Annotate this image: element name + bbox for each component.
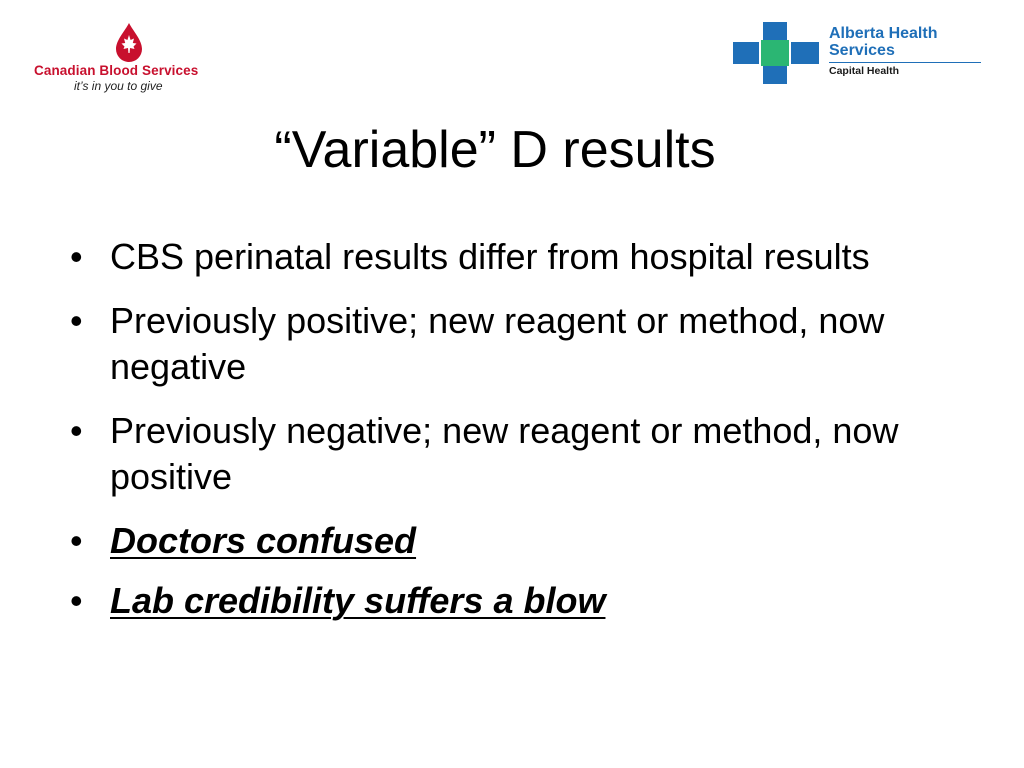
bullet-marker: •	[70, 580, 83, 621]
bullet-marker: •	[70, 410, 83, 451]
cbs-logo-tagline: it’s in you to give	[74, 79, 163, 93]
canadian-blood-services-logo	[30, 22, 240, 94]
blue-green-cross-icon	[733, 22, 819, 84]
ahs-logo-line-1: Alberta Health	[829, 25, 938, 42]
bullet-text: Previously negative; new reagent or method, now positive	[110, 410, 899, 497]
alberta-health-services-logo	[733, 22, 983, 84]
bullet-text-emphasized: Doctors confused	[110, 520, 417, 561]
slide-title: “Variable” D results	[274, 121, 716, 179]
bullet-marker: •	[70, 236, 83, 277]
ahs-logo-subtitle: Capital Health	[829, 65, 900, 77]
bullet-text: CBS perinatal results differ from hospital results	[110, 236, 870, 277]
ahs-logo-divider	[829, 62, 981, 63]
cbs-logo-name: Canadian Blood Services	[34, 63, 199, 78]
bullet-item	[70, 578, 950, 624]
bullet-item	[70, 518, 950, 564]
bullet-marker: •	[70, 520, 83, 561]
bullet-item	[70, 408, 950, 500]
bullet-list	[70, 234, 950, 638]
bullet-text: Previously positive; new reagent or method, now negative	[110, 300, 885, 387]
bullet-item	[70, 298, 950, 390]
bullet-marker: •	[70, 300, 83, 341]
ahs-logo-line-2: Services	[829, 42, 895, 59]
bullet-text-emphasized: Lab credibility suffers a blow	[110, 580, 606, 621]
bullet-item	[70, 234, 950, 280]
blood-drop-maple-leaf-icon	[112, 22, 146, 64]
